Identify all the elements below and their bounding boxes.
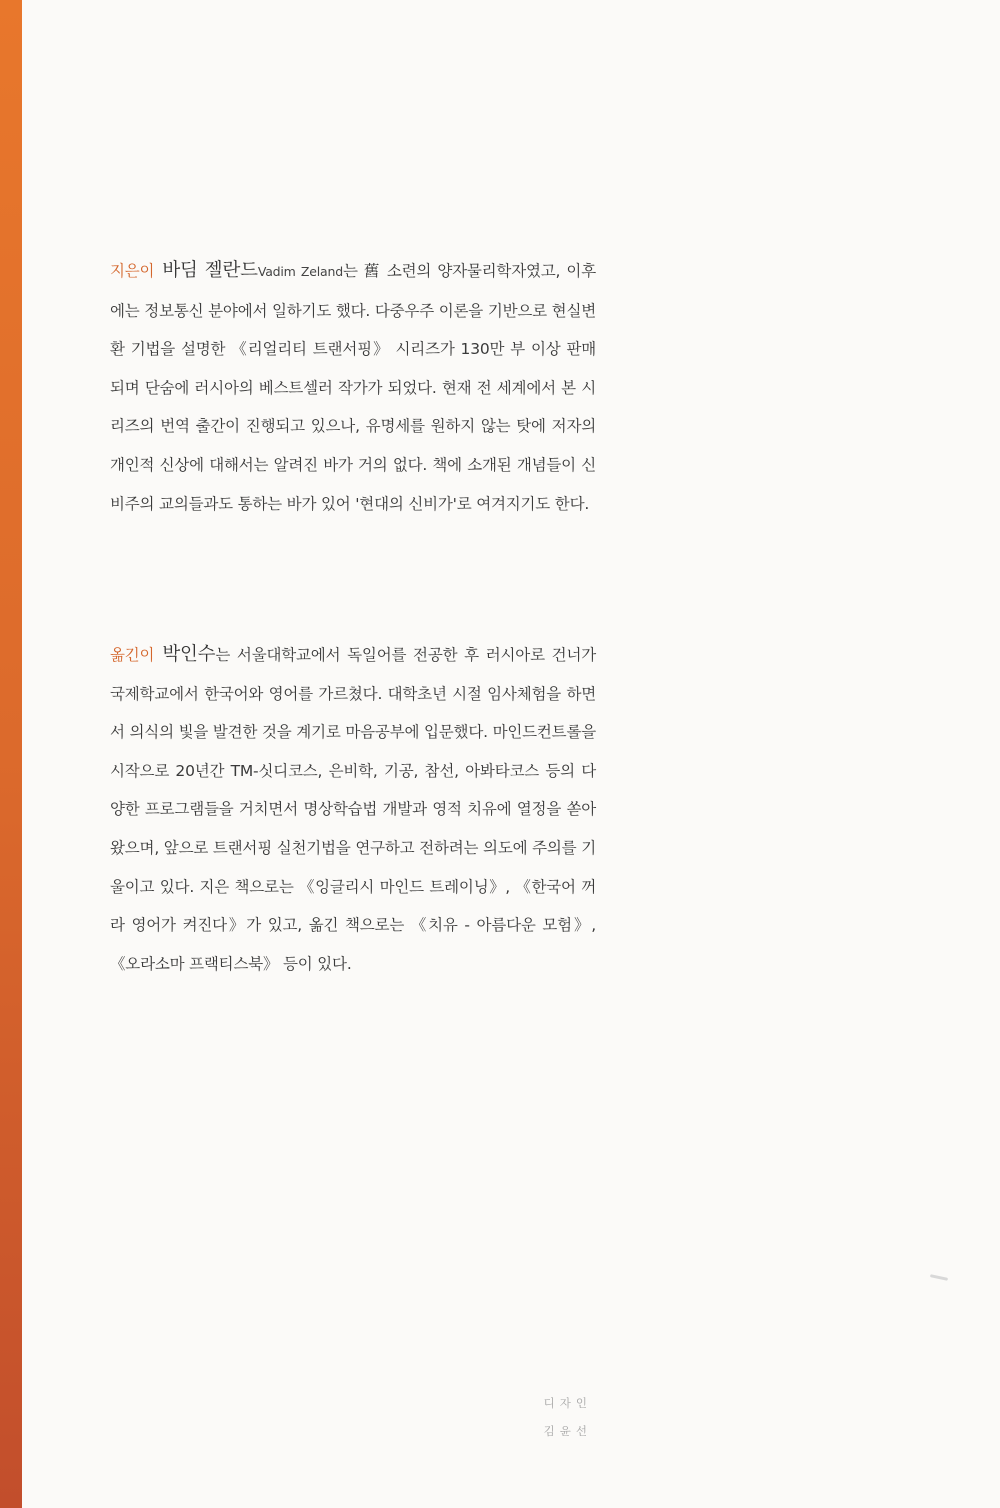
book-spine-stripe [0,0,22,1508]
designer-name: 김윤선 [543,1424,592,1438]
translator-bio [110,636,596,983]
design-credit-label: 디자인 [543,1396,592,1410]
author-name: 바딤 젤란드 [162,260,258,281]
page-mark [930,1274,948,1281]
author-name-en: Vadim Zeland [257,264,343,279]
translator-bio-text: 는 서울대학교에서 독일어를 전공한 후 러시아로 건너가 국제학교에서 한국어와 영어를 가르쳤다. 대학초년 시절 임사체험을 하면서 의식의 빛을 발견한 것을 계기로 마음공부에 입문했다. 마인드컨트롤을 시작으로 20년간 TM-싯디코스, 은비학, 기공, 참선, 아봐타코스 등의 다양한 프로그램들을 거치면서 명상학습법 개발과 영적 치유에 열정을 쏟아왔으며, 앞으로 트랜서핑 실천기법을 연구하고 전하려는 의도에 주의를 기울이고 있다. 지은 책으로는 《잉글리시 마인드 트레이닝》, 《한국어 꺼라 영어가 켜진다》가 있고, 옮긴 책으로는 《치유 - 아름다운 모험》, 《오라소마 프랙티스북》 등이 있다. [110,646,596,973]
author-bio [110,252,596,523]
author-role-label: 지은이 [110,262,155,280]
author-bio-text: 는 舊 소련의 양자물리학자였고, 이후에는 정보통신 분야에서 일하기도 했다. 다중우주 이론을 기반으로 현실변환 기법을 설명한 《리얼리티 트랜서핑》 시리즈가 130만 부 이상 판매되며 단숨에 러시아의 베스트셀러 작가가 되었다. 현재 전 세계에서 본 시리즈의 번역 출간이 진행되고 있으나, 유명세를 원하지 않는 탓에 저자의 개인적 신상에 대해서는 알려진 바가 거의 없다. 책에 소개된 개념들이 신비주의 교의들과도 통하는 바가 있어 '현대의 신비가'로 여겨지기도 한다. [110,262,596,513]
translator-role-label: 옮긴이 [110,646,155,664]
translator-name: 박인수 [162,644,216,665]
